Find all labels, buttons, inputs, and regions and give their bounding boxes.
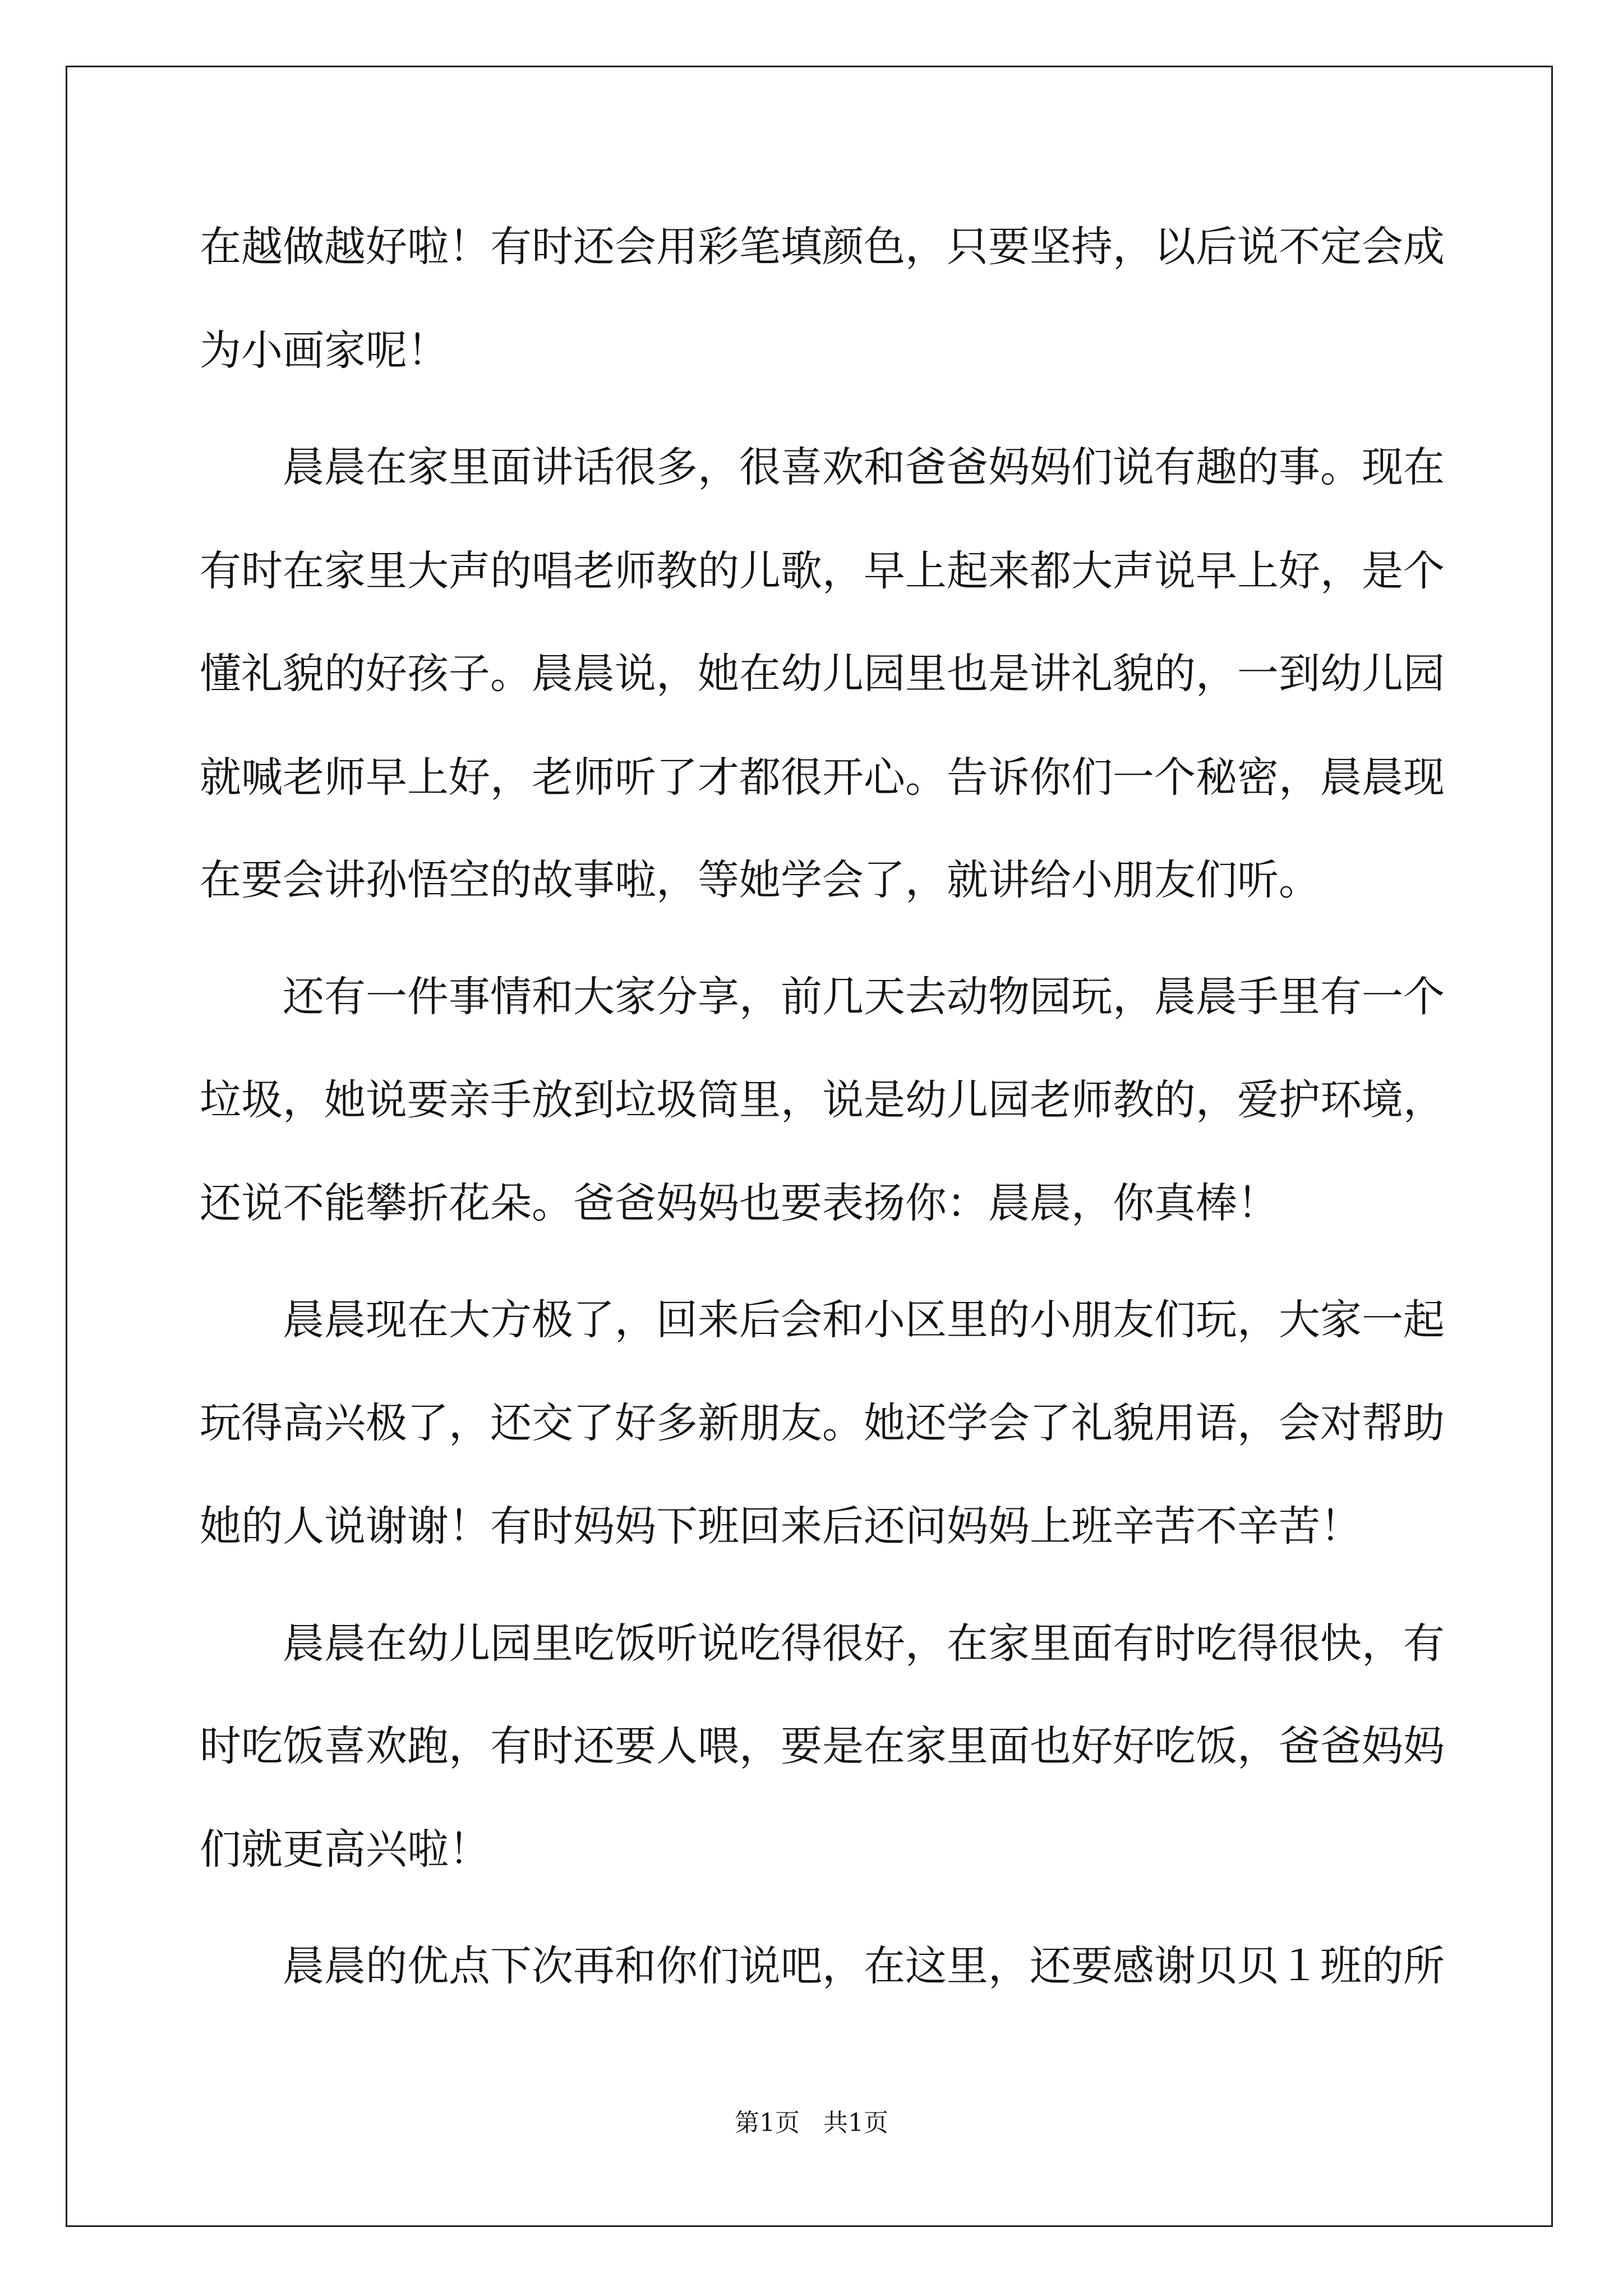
paragraph-first-line: 晨晨在家里面讲话很多，很喜欢和爸爸妈妈们说有趣的事。现在 xyxy=(283,443,1445,491)
text-line: 时吃饭喜欢跑，有时还要人喂，要是在家里面也好好吃饭，爸爸妈妈 xyxy=(200,1722,1445,1770)
text-line: 们就更高兴啦！ xyxy=(200,1825,490,1874)
text-line: 有时在家里大声的唱老师教的儿歌，早上起来都大声说早上好，是个 xyxy=(200,547,1445,595)
paragraph-first-line: 晨晨的优点下次再和你们说吧，在这里，还要感谢贝贝１班的所 xyxy=(283,1942,1445,1990)
text-line: 为小画家呢！ xyxy=(200,326,449,375)
paragraph-first-line: 晨晨现在大方极了，回来后会和小区里的小朋友们玩，大家一起 xyxy=(283,1296,1445,1344)
page-number-footer: 第1页 共1页 xyxy=(735,2109,888,2137)
text-line: 还说不能攀折花朵。爸爸妈妈也要表扬你：晨晨，你真棒！ xyxy=(200,1179,1279,1227)
paragraph-first-line: 晨晨在幼儿园里吃饭听说吃得很好，在家里面有时吃得很快，有 xyxy=(283,1619,1445,1668)
text-line: 她的人说谢谢！有时妈妈下班回来后还问妈妈上班辛苦不辛苦！ xyxy=(200,1502,1362,1550)
paragraph-first-line: 还有一件事情和大家分享，前几天去动物园玩，晨晨手里有一个 xyxy=(283,973,1445,1021)
text-line: 垃圾，她说要亲手放到垃圾筒里，说是幼儿园老师教的，爱护环境， xyxy=(200,1076,1445,1124)
text-line: 在要会讲孙悟空的故事啦，等她学会了，就讲给小朋友们听。 xyxy=(200,856,1320,904)
text-line: 就喊老师早上好，老师听了才都很开心。告诉你们一个秘密，晨晨现 xyxy=(200,753,1445,802)
text-line: 玩得高兴极了，还交了好多新朋友。她还学会了礼貌用语，会对帮助 xyxy=(200,1399,1445,1447)
page-border xyxy=(66,66,1553,2227)
text-line: 在越做越好啦！有时还会用彩笔填颜色，只要坚持，以后说不定会成 xyxy=(200,223,1445,271)
text-line: 懂礼貌的好孩子。晨晨说，她在幼儿园里也是讲礼貌的，一到幼儿园 xyxy=(200,650,1445,698)
